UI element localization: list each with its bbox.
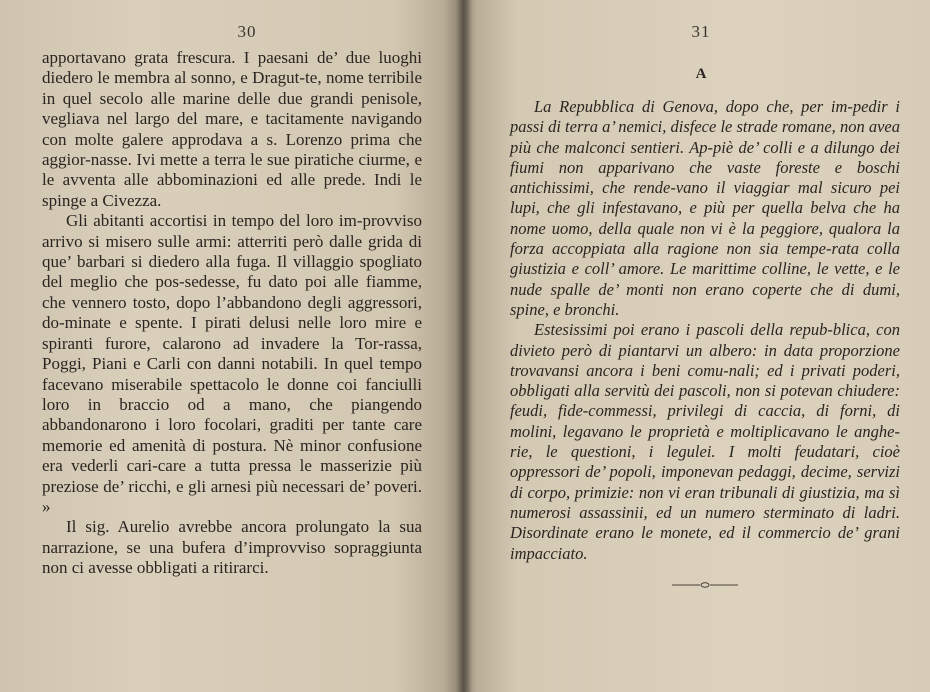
end-ornament [510,580,900,590]
paragraph: Il sig. Aurelio avrebbe ancora prolungato la sua narrazione, se una bufera d’improvviso sopraggiunta non ci avesse obbligati a ritirarci. [42,517,422,578]
paragraph: Gli abitanti accortisi in tempo del loro im-provviso arrivo si misero sulle armi: atterriti però dalle grida di que’ barbari si diedero alla fuga. Il villaggio spogliato del meglio che pos-sedesse, fu dato poi alle fiamme, che vennero tosto, dopo l’abbandono degli aggressori, do-minate e spente. I pirati delusi nelle loro mire e spiranti furore, calarono ad invadere la Tor-rassa, Poggi, Piani e Carli con danni notabili. In quel tempo facevano miserabile spettacolo le donne coi fanciulli loro in braccio od a mano, che piangendo abbandonarono i loro focolari, graditi per tante care memorie ed amenità di postura. Nè minor confusione era vederli cari-care a tutta pressa le masserizie più preziose de’ ricchi, e gli arnesi più necessari de’ poveri. » [42,211,422,516]
left-page [0,0,462,692]
paragraph: apportavano grata frescura. I paesani de’ due luoghi diedero le membra al sonno, e Dragut-te, nome terribile in quel secolo alle marine delle due grandi penisole, vegliava nel largo del mare, e tacitamente navigando con molte galere approdava a s. Lorenzo prima che aggior-nasse. Ivi mette a terra le sue piratiche ciurme, e le avventa alle abbominazioni ed alle prede. Indi le spinge a Civezza. [42,48,422,210]
section-mark: A [695,66,707,82]
paragraph: La Repubblica di Genova, dopo che, per im-pedir i passi di terra a’ nemici, disfece le strade romane, non avea più che malconci sentieri. Ap-piè de’ colli e a dilungo dei fiumi non apparivano che vaste foreste e boschi antichissimi, che rende-vano il viaggiar mal sicuro pei lupi, che gli infestavano, e più per quella belva che ha nome uomo, della quale non vi è la peggiore, qualora la forza accoppiata alla ragione non sia tempe-rata colla giustizia e coll’ amore. Le marittime colline, le vette, e le nude spalle de’ monti non erano coperte che di dumi, spine, e bronchi. [510,97,900,319]
page-number: 31 [691,22,711,41]
page-number: 30 [237,22,257,41]
right-page-text [510,97,900,564]
right-page [462,0,930,692]
left-page-text [42,48,422,579]
ornament-rule-icon [670,580,740,590]
paragraph: Estesissimi poi erano i pascoli della repub-blica, con divieto però di piantarvi un albero: in data proporzione trovavansi ancora i beni comu-nali; ed i privati poderi, obbligati alla servitù dei pascoli, non si potevan chiudere: feudi, fide-commessi, privilegi di caccia, di forni, di molini, legavano le proprietà e moltiplicavano le anghe-rie, le questioni, i legulei. I molti feudatari, cioè oppressori de’ popoli, imponevan pedaggi, decime, servizi di corpo, primizie: non vi eran tribunali di giustizia, ma sì numerosi assassinii, ed un numero sterminato di ladri. Disordinate erano le monete, ed il commercio de’ grani impacciato. [510,320,900,563]
